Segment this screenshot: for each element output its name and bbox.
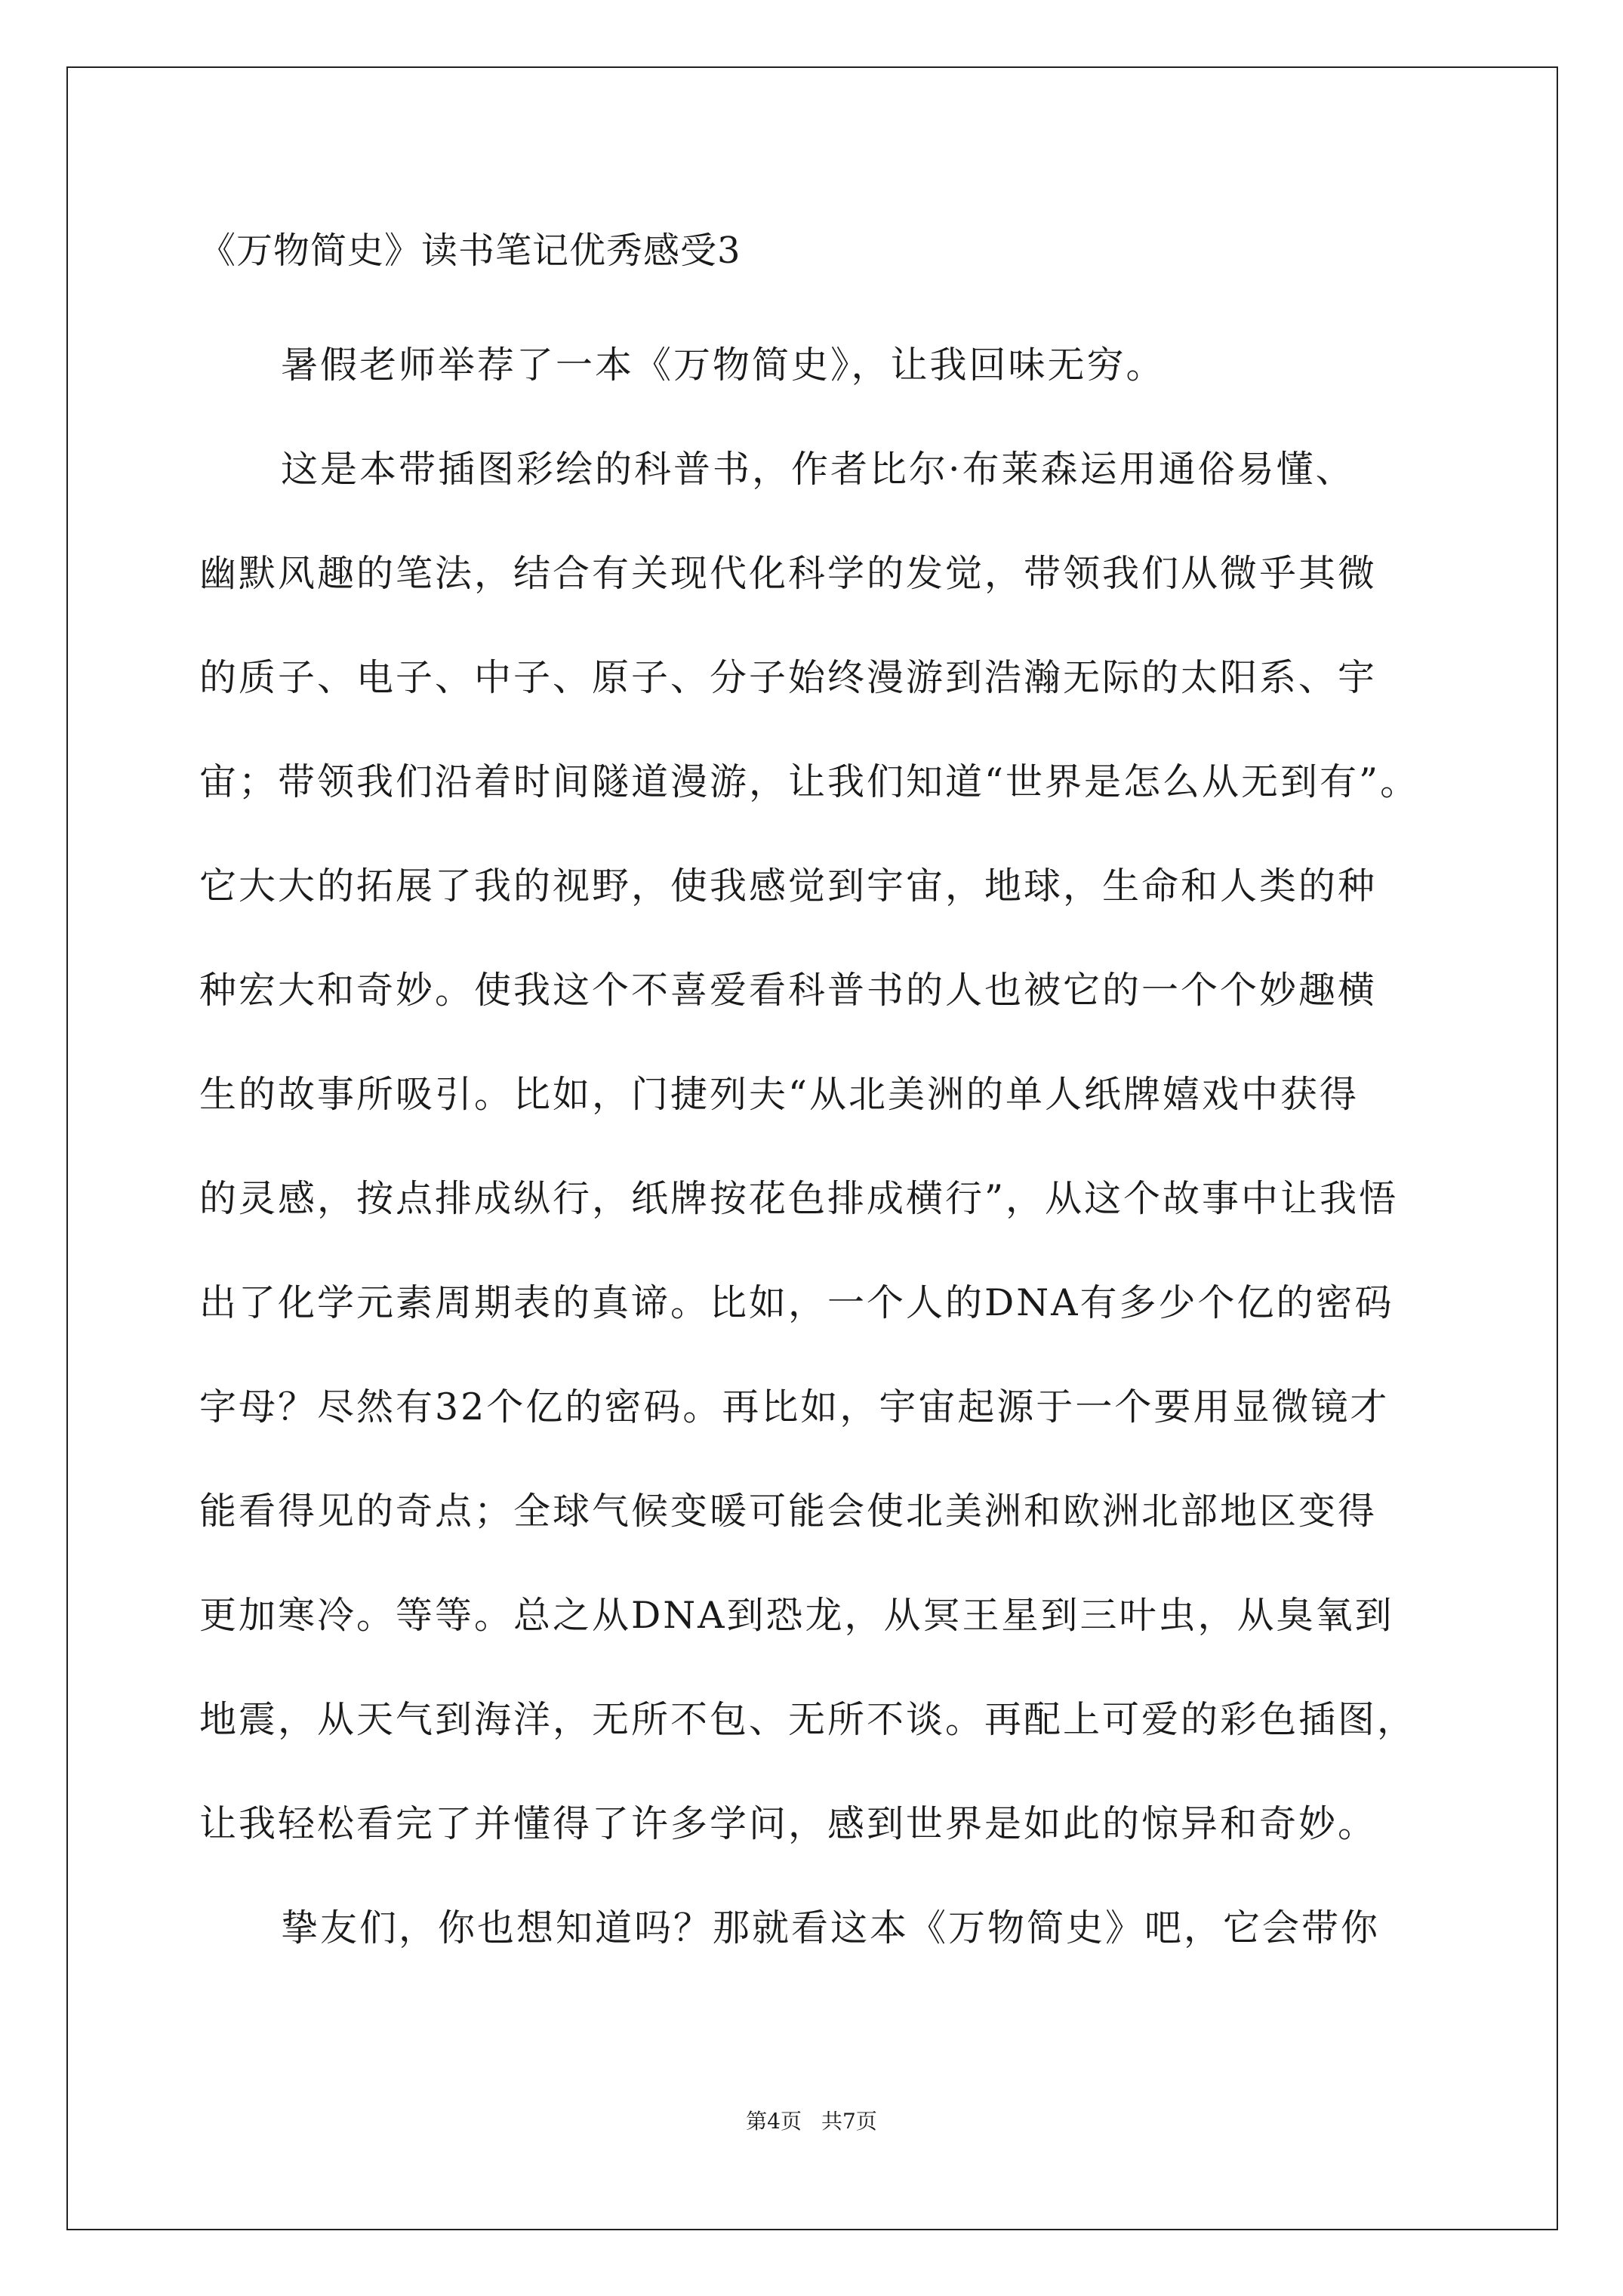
paragraph-line: 这是本带插图彩绘的科普书，作者比尔·布莱森运用通俗易懂、 (281, 448, 1355, 491)
paragraph-line: 生的故事所吸引。比如，门捷列夫“从北美洲的单人纸牌嬉戏中获得 (199, 1073, 1360, 1116)
paragraph-line: 的质子、电子、中子、原子、分子始终漫游到浩瀚无际的太阳系、宇 (199, 656, 1378, 699)
paragraph-line: 挚友们，你也想知道吗？那就看这本《万物简史》吧，它会带你 (281, 1906, 1381, 1949)
paragraph-line: 让我轻松看完了并懂得了许多学问，感到世界是如此的惊异和奇妙。 (199, 1802, 1378, 1845)
paragraph-line: 种宏大和奇妙。使我这个不喜爱看科普书的人也被它的一个个妙趣横 (199, 969, 1378, 1012)
paragraph-line: 地震，从天气到海洋，无所不包、无所不谈。再配上可爱的彩色插图， (199, 1698, 1417, 1741)
paragraph-line: 幽默风趣的笔法，结合有关现代化科学的发觉，带领我们从微乎其微 (199, 552, 1378, 595)
document-title: 《万物简史》读书笔记优秀感受3 (199, 230, 741, 272)
paragraph-line: 更加寒冷。等等。总之从DNA到恐龙，从冥王星到三叶虫，从臭氧到 (199, 1594, 1394, 1637)
paragraph-line: 暑假老师举荐了一本《万物简史》，让我回味无穷。 (281, 344, 1166, 387)
paragraph-line: 出了化学元素周期表的真谛。比如，一个人的DNA有多少个亿的密码 (199, 1281, 1394, 1324)
page-footer (0, 2106, 1623, 2137)
paragraph-line: 它大大的拓展了我的视野，使我感觉到宇宙，地球，生命和人类的种 (199, 864, 1378, 908)
paragraph-line: 宙；带领我们沿着时间隧道漫游，让我们知道“世界是怎么从无到有”。 (199, 760, 1420, 803)
paragraph-line: 能看得见的奇点；全球气候变暖可能会使北美洲和欧洲北部地区变得 (199, 1490, 1378, 1533)
page-number-current: 第4页 (746, 2109, 802, 2134)
paragraph-line: 的灵感，按点排成纵行，纸牌按花色排成横行”，从这个故事中让我悟 (199, 1177, 1399, 1220)
page-number-total: 共7页 (821, 2109, 877, 2134)
paragraph-line: 字母？尽然有32个亿的密码。再比如，宇宙起源于一个要用显微镜才 (199, 1385, 1390, 1428)
